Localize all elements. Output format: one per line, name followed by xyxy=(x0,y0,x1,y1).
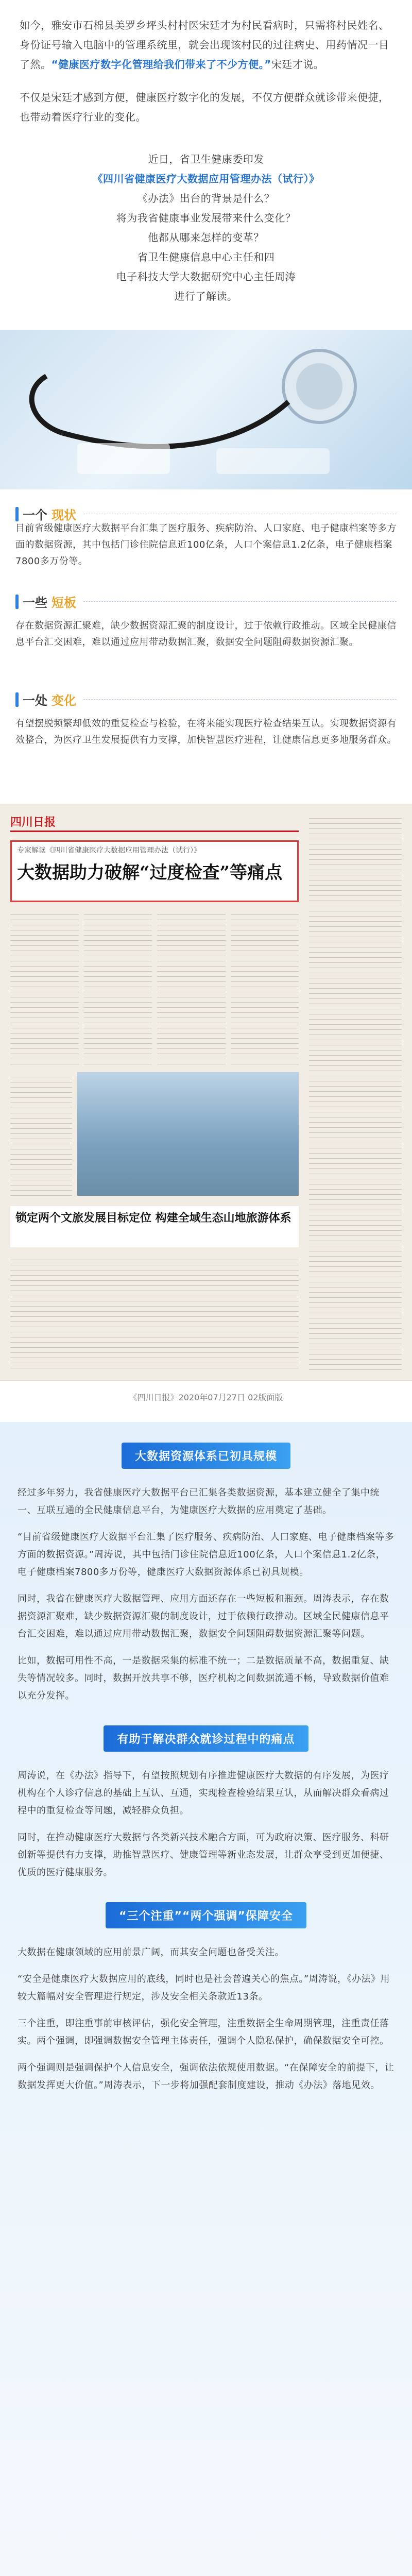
text-column xyxy=(10,1072,72,1196)
newspaper-headline: 大数据助力破解“过度检查”等痛点 xyxy=(17,862,283,883)
lead-line-5: 省卫生健康信息中心主任和四 xyxy=(137,251,275,263)
section-text: 有望摆脱频繁却低效的重复检查与检验，在将来能实现医疗检查结果互认。实现数据资源有效整合，为医疗卫生发展提供有力支撑，加快智慧医疗进程，让健康信息更多地服务群众。 xyxy=(15,718,397,745)
body-para: 两个强调则是强调保护个人信息安全，强调依法依规使用数据。“在保障安全的前提下，让数据发挥更大价值。”周涛表示，下一步将加强配套制度建设，推动《办法》落地见效。 xyxy=(18,2062,394,2091)
section-text: 存在数据资源汇聚难，缺少数据资源汇聚的制度设计，过于依赖行政推动。区域全民健康信息平台汇交困难，难以通过应用带动数据汇聚，数据安全问题阻碍数据资源汇聚。 xyxy=(15,620,397,648)
text-block xyxy=(10,1255,299,1368)
newspaper-masthead-bar xyxy=(10,814,299,832)
body-heading-2: 有助于解决群众就诊过程中的痛点 xyxy=(104,1725,308,1752)
heading-title: 现状 xyxy=(52,508,76,522)
section-status-body xyxy=(0,520,412,570)
lead-line-1: 近日，省卫生健康委印发 xyxy=(148,153,264,165)
text-column xyxy=(10,910,79,1064)
text-column xyxy=(84,910,152,1064)
text-column xyxy=(157,910,226,1064)
body-para: 大数据在健康领域的应用前景广阔，而其安全问题也备受关注。 xyxy=(18,1947,284,1958)
lead-line-4: 他都从哪来怎样的变革？ xyxy=(148,231,264,244)
body-para: 同时，在推动健康医疗大数据与各类新兴技术融合方面，可为政府决策、医疗服务、科研创新等提供有力支撑，助推智慧医疗、健康管理等新业态发展，让群众享受到更加便捷、优质的医疗健康服务。 xyxy=(18,1832,389,1878)
body-para: 周涛说，在《办法》指导下，有望按照规划有序推进健康医疗大数据的有序发展，为医疗机构在个人诊疗信息的基础上互认、互通，实现检查检验结果互认，从而解决群众看病过程中的重复检查等问题，减轻群众负担。 xyxy=(18,1770,389,1816)
newspaper-clipping xyxy=(0,804,412,1381)
text-column xyxy=(231,910,299,1064)
lead-line-3: 将为我省健康事业发展带来什么变化？ xyxy=(116,212,296,224)
dam-photo xyxy=(77,1072,299,1196)
body-para: 同时，我省在健康医疗大数据管理、应用方面还存在一些短板和瓶颈。周涛表示，存在数据资源汇聚难，缺少数据资源汇聚的制度设计，过于依赖行政推动。区域全民健康信息平台汇交困难，难以通过应用带动数据汇聚，数据安全问题阻碍数据资源汇聚等问题。 xyxy=(18,1594,389,1639)
body-heading-3: “三个注重”“两个强调”保障安全 xyxy=(106,1902,306,1928)
lead-line-2: 《办法》出台的背景是什么？ xyxy=(137,192,275,205)
newspaper-side-column xyxy=(309,814,402,1370)
intro-section xyxy=(0,15,412,127)
section-change xyxy=(0,690,412,749)
lead-line-6: 电子科技大学大数据研究中心主任周涛 xyxy=(116,270,296,283)
hero-image xyxy=(0,330,412,489)
body-heading-1: 大数据资源体系已初具规模 xyxy=(122,1443,290,1469)
heading-prefix: 一处 xyxy=(23,693,47,708)
newspaper-second-story xyxy=(10,1206,299,1247)
section-text: 目前省级健康医疗大数据平台汇集了医疗服务、疾病防治、人口家庭、电子健康档案等多方面的数据资源，其中包括门诊住院信息近100亿条，人口个案信息1.2亿条，电子健康档案7800多万份等。 xyxy=(15,523,397,567)
heading-3-wrap xyxy=(18,1902,394,1928)
newspaper-masthead: 四川日报 xyxy=(10,816,56,829)
heading-1-wrap xyxy=(18,1443,394,1469)
intro-paragraph: 如今，雅安市石棉县美罗乡坪头村村医宋廷才为村民看病时，只需将村民姓名、身份证号输入电脑中的管理系统里，就会出现该村民的过往病史、用药情况一目了然。“健康医疗数字化管理给我们带来了不少方便。”宋廷才说。 xyxy=(20,19,389,71)
body-para: 比如，数据可用性不高，一是数据采集的标准不统一；二是数据质量不高，数据重复、缺失等情况较多。同时，数据开放共享不够，医疗机构之间数据流通不畅，导致数据价值难以充分发挥。 xyxy=(18,1655,389,1701)
newspaper-kicker: 专家解读《四川省健康医疗大数据应用管理办法（试行）》 xyxy=(17,846,201,855)
section-heading-shortcoming xyxy=(15,592,397,611)
heading-title: 变化 xyxy=(52,693,76,708)
article-body xyxy=(0,1422,412,2576)
heading-title: 短板 xyxy=(52,596,76,610)
heading-bar xyxy=(15,595,19,609)
section-shortcoming xyxy=(0,592,412,651)
newspaper-caption: 《四川日报》2020年07月27日 02版面版 xyxy=(129,1393,283,1402)
lead-line-7: 进行了解读。 xyxy=(174,290,238,302)
lead-section xyxy=(0,149,412,306)
body-para: 经过多年努力，我省健康医疗大数据平台已汇集各类数据资源，基本建立健全了集中统一、互联互通的全民健康信息平台，为健康医疗大数据的应用奠定了基础。 xyxy=(18,1487,380,1516)
heading-rule xyxy=(83,699,397,700)
body-para: 三个注重，即注重事前审核评估，强化安全管理，注重数据全生命周期管理，注重责任落实。两个强调，即强调数据安全管理主体责任，强调个人隐私保护，确保数据安全可控。 xyxy=(18,2018,389,2046)
body-para: “安全是健康医疗大数据应用的底线，同时也是社会普遍关心的焦点。”周涛说，《办法》用较大篇幅对安全管理进行规定，涉及安全相关条款近13条。 xyxy=(18,1974,390,2002)
lead-doc-title: 《四川省健康医疗大数据应用管理办法（试行）》 xyxy=(92,173,320,185)
heading-prefix: 一个 xyxy=(23,508,47,522)
section-heading-change xyxy=(15,690,397,708)
newspaper-columns xyxy=(10,910,299,1064)
stethoscope-icon xyxy=(0,330,412,489)
intro-paragraph-2: 不仅是宋廷才感到方便，健康医疗数字化的发展，不仅方便群众就诊带来便捷，也带动着医疗行业的变化。 xyxy=(20,91,389,123)
heading-bar xyxy=(15,692,19,707)
article-body-inner xyxy=(0,1422,412,2094)
heading-rule xyxy=(83,601,397,602)
newspaper-highlight-box xyxy=(10,840,299,902)
newspaper-headline-2: 锁定两个文旅发展目标定位 构建全域生态山地旅游体系 xyxy=(15,1211,291,1225)
heading-2-wrap xyxy=(18,1725,394,1752)
heading-bar xyxy=(15,507,19,521)
body-para: “目前省级健康医疗大数据平台汇集了医疗服务、疾病防治、人口家庭、电子健康档案等多方面的数据资源。”周涛说，其中包括门诊住院信息近100亿条，人口个案信息1.2亿条，电子健康档案7800多万份等，健康医疗大数据资源体系已初具规模。 xyxy=(18,1532,394,1578)
heading-prefix: 一些 xyxy=(23,596,47,610)
